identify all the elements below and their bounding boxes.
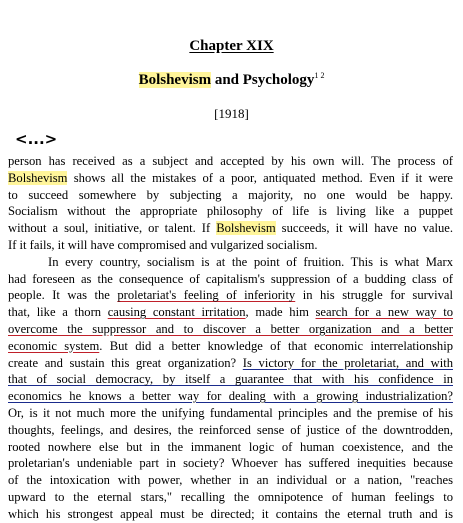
text-segment: succeeds, it will have no value. bbox=[275, 221, 453, 236]
text-segment: proletarian's undeniable part in society? Whoever has suffered inequities because bbox=[8, 456, 453, 471]
text-line bbox=[8, 237, 453, 254]
text-line bbox=[8, 388, 453, 405]
text-segment: rooted nowhere else but in the immanent logic of human coexistence, and the bbox=[8, 439, 453, 454]
text-segment: In every country, socialism is at the point of fruition. This is what Marx bbox=[48, 254, 453, 269]
text-segment: shows all the mistakes of a poor, antiquated method. Even if it were bbox=[67, 170, 453, 185]
text-line bbox=[8, 439, 453, 456]
text-segment: that, like a thorn bbox=[8, 305, 108, 320]
text-line bbox=[8, 287, 453, 304]
text-segment: had foreseen as the consequence of capitalism's suppression of a budding class of bbox=[8, 271, 453, 286]
chapter-heading bbox=[0, 37, 463, 55]
chapter-heading-text: Chapter XIX bbox=[189, 38, 274, 54]
text-line bbox=[8, 405, 453, 422]
blue-underlined-phrase: that of social democracy, by itself a guarantee that with his confidence in bbox=[8, 372, 453, 387]
text-segment: . But did a better knowledge of that economic interrelationship bbox=[99, 338, 453, 353]
text-line bbox=[8, 338, 453, 355]
blue-underlined-phrase: economics he knows a better way for dealing with a growing industrialization? bbox=[8, 389, 453, 404]
text-segment: people. It was the bbox=[8, 288, 118, 303]
red-underlined-phrase: overcome the suppressor and to discover a better organization and a better bbox=[8, 321, 453, 336]
text-line bbox=[8, 472, 453, 489]
year-label: [1918] bbox=[214, 106, 249, 121]
text-line bbox=[8, 220, 453, 237]
text-segment: upward to the eternal stars," recalling the omnipotence of human feelings to bbox=[8, 489, 453, 504]
text-line bbox=[8, 489, 453, 506]
text-segment: create and sustain this great organization? bbox=[8, 355, 243, 370]
text-line bbox=[8, 187, 453, 204]
text-line bbox=[8, 170, 453, 187]
chapter-title bbox=[0, 71, 463, 89]
text-segment: in his struggle for survival bbox=[295, 288, 453, 303]
text-line bbox=[8, 203, 453, 220]
text-line bbox=[8, 254, 453, 271]
red-underlined-phrase: economic system bbox=[8, 338, 100, 353]
text-line bbox=[8, 153, 453, 170]
text-line bbox=[8, 422, 453, 439]
text-line bbox=[8, 321, 453, 338]
text-segment: to succeed somewhere by subjecting a majority, no one would be happy. bbox=[8, 187, 453, 202]
text-line bbox=[8, 271, 453, 288]
red-underlined-phrase: proletariat's feeling of inferiority bbox=[117, 288, 296, 303]
text-segment: Or, is it not much more the unifying fundamental principles and the premise of his bbox=[8, 405, 453, 420]
text-line bbox=[8, 371, 453, 388]
text-line bbox=[8, 455, 453, 472]
text-line bbox=[8, 506, 453, 523]
text-segment: person has received as a subject and accepted by his own will. The process of bbox=[8, 154, 453, 168]
highlighted-term: Bolshevism bbox=[8, 170, 68, 185]
blue-underlined-phrase: Is victory for the proletariat, and with bbox=[242, 355, 453, 370]
text-segment: thoughts, feelings, and desires, the reinforced sense of justice of the downtrodden, bbox=[8, 422, 453, 437]
title-highlight: Bolshevism bbox=[138, 72, 212, 88]
text-segment: without a soul, initiative, or talent. If bbox=[8, 221, 217, 236]
red-underlined-phrase: search for a new way to bbox=[315, 305, 454, 320]
text-segment: which his strongest appeal must be directed; it contains the eternal truth and is bbox=[8, 506, 453, 521]
text-line bbox=[8, 355, 453, 372]
text-line bbox=[8, 304, 453, 321]
text-segment: of the intoxication with power, whether in an individual or a nation, "reaches bbox=[8, 473, 453, 488]
text-segment: Socialism without the appropriate philosophy of life is living like a puppet bbox=[8, 204, 453, 219]
body-text bbox=[8, 153, 453, 523]
title-rest: and Psychology bbox=[211, 72, 315, 88]
red-underlined-phrase: causing constant irritation bbox=[107, 305, 246, 320]
omission-marker: <...> bbox=[15, 130, 58, 148]
text-segment: If it fails, it will have compromised and vulgarized socialism. bbox=[8, 237, 318, 252]
title-footnote-refs[interactable]: 1 2 bbox=[314, 71, 325, 80]
text-segment: , made him bbox=[245, 305, 316, 320]
highlighted-term: Bolshevism bbox=[216, 221, 276, 236]
